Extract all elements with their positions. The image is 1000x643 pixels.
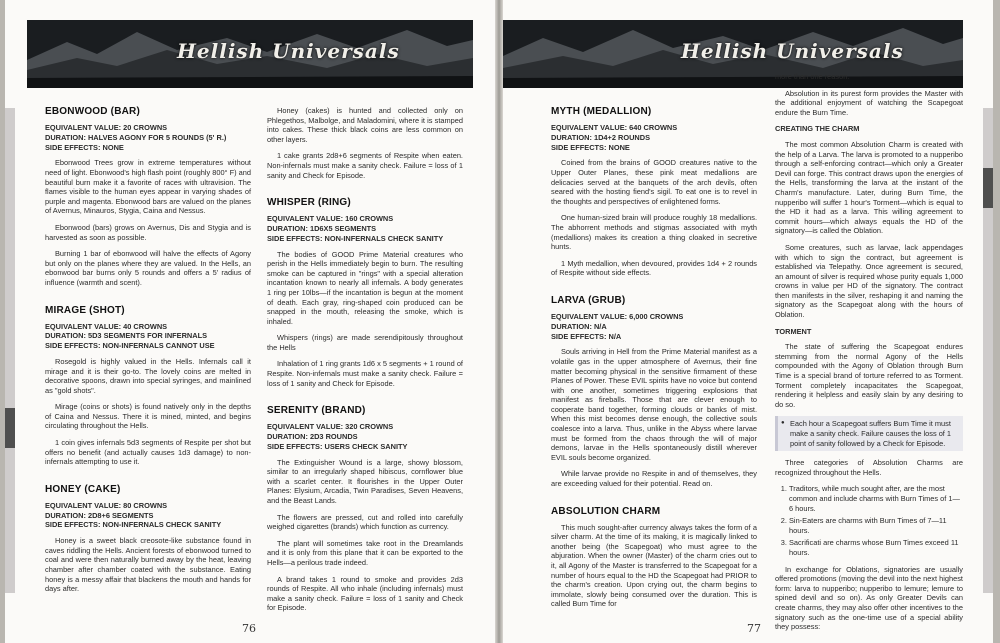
equivalent-value: EQUIVALENT VALUE: 20 CROWNS: [45, 123, 168, 132]
duration: DURATION: 1D4+2 ROUNDS: [551, 132, 651, 142]
subsection-title-torment: TORMENT: [775, 326, 812, 336]
sanity-callout: ● Each hour a Scapegoat suffers Burn Time it must make a sanity check. Failure causes the loss of 1 point of sanity followed by a Check for Episode.: [775, 416, 963, 451]
stat-block-mirage: [45, 322, 251, 351]
section-title-absolution: ABSOLUTION CHARM: [551, 505, 661, 517]
paragraph: Honey is a sweet black creosote-like substance found in caves riddling the Hells. Ancient forests of ebonwood turned to coal and were then naturally burned away by the heat, leaving chamber after chamber coated with the substance. Eating honey is a messy affair that blackens the mouth and hands for days after.: [45, 536, 251, 594]
page-header-title: Hellish Universals: [177, 39, 400, 63]
right-column-2: [775, 72, 963, 639]
paragraph: One human-sized brain will produce roughly 18 medallions. The abhorrent methods and stigmas associated with myth (medallions) makes its creation a thing cloaked in secretive hunts.: [551, 213, 757, 252]
equivalent-value: EQUIVALENT VALUE: 40 CROWNS: [45, 321, 168, 331]
paragraph: The state of suffering the Scapegoat endures stemming from the normal Agony of the Hells compounded with the Agony of Oblation through Burn Time is a special brand of torture referred to as Torment. Torment completely incapacitates the Scapegoat, rendering it helpless and easily slain by any desiring to do so.: [775, 342, 963, 409]
paragraph: The bodies of GOOD Prime Material creatures who perish in the Hells immediately begin to burn. The resulting smoke can be captured in "rings" with a special alteration incantation known to nearly all infernals. A body generates 1 ring per 10lbs—if the incantation is begun at the moment of death. Each gray, ring-shaped coin produced can be snapped in the mouth, releasing the smoke, which is inhaled.: [267, 249, 463, 326]
stat-block-honey: [45, 501, 251, 530]
duration: DURATION: 5D3 SEGMENTS FOR INFERNALS: [45, 331, 208, 341]
paragraph: A brand takes 1 round to smoke and provides 2d3 rounds of Respite. All who inhale (including infernals) must make a sanity check. Failure = loss of 1 sanity and Check for Episode.: [267, 574, 463, 613]
subsection-title-creating: CREATING THE CHARM: [775, 124, 860, 134]
side-effects: SIDE EFFECTS: NON-INFERNALS CHECK SANITY: [45, 520, 222, 530]
list-item: 3. Sacrificati are charms whose Burn Times exceed 11 hours.: [789, 538, 963, 557]
chapter-marker: [5, 408, 15, 448]
stat-block-whisper: [267, 214, 463, 243]
paragraph: Absolution in its purest form provides the Master with the additional enjoyment of watching the Scapegoat endure the Burn Time.: [775, 88, 963, 117]
side-effects: SIDE EFFECTS: NONE: [45, 142, 124, 152]
section-title-larva: LARVA (GRUB): [551, 294, 626, 306]
side-effects: SIDE EFFECTS: NONE: [551, 142, 630, 152]
paragraph: Honey (cakes) is hunted and collected only on Phlegethos, Malbolge, and Maladomini, where it is stamped into cakes. These thick black coins are less common on other layers.: [267, 106, 463, 144]
duration: DURATION: 2D8+6 SEGMENTS: [45, 510, 154, 520]
left-column-1: [45, 106, 251, 601]
section-title-myth: MYTH (MEDALLION): [551, 106, 652, 117]
paragraph: The Extinguisher Wound is a large, showy blossom, similar to an irregularly shaped hibiscus, cornflower blue with a scarlet center. It flourishes in the Upper Outer Planes: Elysium, Arcadia, Twin Paradises, Seven Heavens, and the Beast Lands.: [267, 457, 463, 506]
paragraph: Whispers (rings) are made serendipitously throughout the Hells: [267, 333, 463, 352]
section-title-whisper: WHISPER (RING): [267, 197, 351, 209]
side-effects: SIDE EFFECTS: USERS CHECK SANITY: [267, 441, 408, 451]
paragraph: more than one reason.: [775, 72, 850, 81]
stat-block-ebonwood: [45, 123, 251, 152]
duration: DURATION: 1D6X5 SEGMENTS: [267, 223, 377, 233]
paragraph: The flowers are pressed, cut and rolled into carefully weighed cigarettes (brands) which function as currency.: [267, 512, 463, 532]
paragraph: Rosegold is highly valued in the Hells. Infernals call it mirage and it is their go-to. The lovely coins are melted in decorative spoons, drawn into special syringes, and mainlined as "gold shots".: [45, 356, 251, 395]
equivalent-value: EQUIVALENT VALUE: 160 CROWNS: [267, 214, 394, 224]
paragraph: While larvae provide no Respite in and of themselves, they are exceeding valued for their potential. Read on.: [551, 469, 757, 489]
left-column-2: [267, 106, 463, 620]
page-number: 76: [242, 622, 256, 635]
section-title-ebonwood: EBONWOOD (BAR): [45, 106, 141, 117]
side-effects: SIDE EFFECTS: NON-INFERNALS CANNOT USE: [45, 341, 215, 351]
paragraph: Ebonwood (bars) grows on Avernus, Dis and Stygia and is harvested as soon as possible.: [45, 222, 251, 242]
duration: DURATION: HALVES AGONY FOR 5 ROUNDS (5' R.): [45, 132, 227, 142]
paragraph: Some creatures, such as larvae, lack appendages with which to sign the contract, but agreement is established via Telepathy. Once agreement is secured, an amount of silver is required whose purity equals 1,000 crowns in value per HD of the signatory. The contract then manifests in the silver, reshaping it and naming the signatory as the Scapegoat along with the hours of Oblation.: [775, 242, 963, 320]
book-spine: [495, 0, 503, 643]
equivalent-value: EQUIVALENT VALUE: 640 CROWNS: [551, 123, 678, 132]
duration: DURATION: N/A: [551, 321, 607, 331]
charm-categories-list: [789, 484, 963, 557]
page-edge-tab: [983, 108, 993, 593]
left-header-banner: [27, 20, 473, 88]
paragraph: This much sought-after currency always takes the form of a silver charm. At the time of its making, it is magically linked to another being (the Scapegoat) who must agree to the abjuration. When the owner (Master) of the charm cries out to it, all Agony of the Master is transferred to the Scapegoat for a number of hours equal to the HD the Scapegoat had PRIOR to the charm's creation. Upon crying out, the charm begins to immolate, slowly being consumed over the duration. This is called Burn Time for: [551, 522, 757, 609]
section-title-honey: HONEY (CAKE): [45, 483, 121, 495]
paragraph: The most common Absolution Charm is created with the help of a Larva. The larva is promoted to a nupperibo through a self-enforcing contract—which only a Greater Devil can forge. This contract draws upon the energies of the Hells, transforming the larva at the instant of the Charm's manufacture. Later, during Burn Time, the nupperibo will suffer 1 hour's Torment—which is equal to the HD it had as a larva. This willing agreement to commit hours—which always equals the HD of the signatory—is called the Oblation.: [775, 139, 963, 236]
paragraph: The plant will sometimes take root in the Dreamlands and it is only from this plane that it can be exported to the Hells—a perilous trade indeed.: [267, 538, 463, 567]
left-page: [5, 0, 495, 643]
equivalent-value: EQUIVALENT VALUE: 6,000 CROWNS: [551, 311, 684, 321]
side-effects: SIDE EFFECTS: N/A: [551, 331, 622, 341]
right-column-1: [551, 106, 757, 616]
page-number: 77: [747, 622, 761, 635]
paragraph: Souls arriving in Hell from the Prime Material manifest as a volatile gas in the upper atmosphere of Avernus, their fine matter becoming physical in the sensitive firmament of these Planes of Power. These EVIL spirits have no voice but contend with one another, sometimes triggering explosions that manifest as fireballs. Those that are clever enough to cooperate band together, forming clouds or banks of mist. When this mist becomes dense enough, the collective souls coalesce into a larva. Thus, unlike in the Abyss where larvae must be formed from the chaos through the will of major demons, larvae in the Hells spontaneously distill wherever EVIL souls become organized.: [551, 347, 757, 462]
page-header-title: Hellish Universals: [681, 39, 904, 63]
equivalent-value: EQUIVALENT VALUE: 80 CROWNS: [45, 500, 168, 510]
paragraph: Three categories of Absolution Charms are recognized throughout the Hells.: [775, 458, 963, 477]
chapter-marker: [983, 168, 993, 208]
stat-block-larva: [551, 312, 757, 341]
duration: DURATION: 2D3 ROUNDS: [267, 432, 358, 442]
paragraph: 1 Myth medallion, when devoured, provides 1d4 + 2 rounds of Respite without side effects.: [551, 258, 757, 278]
paragraph: Mirage (coins or shots) is found natively only in the depths of Caina and Nessus. There it is mined, minted, and begins circulating throughout the Hells.: [45, 402, 251, 431]
page-edge-tab: [5, 108, 15, 593]
paragraph: In exchange for Oblations, signatories are usually offered promotions (moving the devil into the next highest form: larva to nupperibo; nupperibo to lemure; lemure to spined devil and so on). As only Greater Devils can create charms, they may also offer other incentives to the signatory such as the one-time use of a special ability they possess:: [775, 564, 963, 632]
paragraph: Inhalation of 1 ring grants 1d6 x 5 segments + 1 round of Respite. Non-infernals must make a sanity check. Failure = loss of 1 sanity and Check for Episode.: [267, 359, 463, 388]
paragraph: 1 cake grants 2d8+6 segments of Respite when eaten. Non-infernals must make a sanity check. Failure = loss of 1 sanity and Check for Episode.: [267, 151, 463, 180]
list-item: 1. Traditors, while much sought after, are the most common and include charms with Burn Times of 1—6 hours.: [789, 484, 963, 513]
side-effects: SIDE EFFECTS: NON-INFERNALS CHECK SANITY: [267, 233, 444, 243]
stat-block-myth: [551, 123, 757, 152]
paragraph: 1 coin gives infernals 5d3 segments of Respite per shot but offers no benefit (and actually causes 1d3 damage) to non-infernals attempting to use it.: [45, 438, 251, 467]
paragraph: Ebonwood Trees grow in extreme temperatures without need of light. Ebonwood's high flash point (roughly 800° F) and beautiful burn make it a favorite of races with ultravision. The flames visible to the human eyes appear in varying shades of purple and magenta. Ebonwood bars are valued on the planes of Avernus, Minauros, Stygia, Caina and Nessus.: [45, 158, 251, 216]
stat-block-serenity: [267, 422, 463, 451]
right-page: [503, 0, 993, 643]
list-item: 2. Sin-Eaters are charms with Burn Times of 7—11 hours.: [789, 516, 963, 535]
section-title-serenity: SERENITY (BRAND): [267, 405, 366, 417]
paragraph: Coined from the brains of GOOD creatures native to the Upper Outer Planes, these pink meat medallions are delicacies served at the banquets of the arch devils, often seared with the hosting fiend's sigil. To eat one is to revel in the thoughts and perspectives of enlightened forms.: [551, 158, 757, 206]
section-title-mirage: MIRAGE (SHOT): [45, 304, 125, 316]
paragraph: Burning 1 bar of ebonwood will halve the effects of Agony but only on the planes where they are valued. In the Hells, an ebonwood bar burns only 5 rounds and offers a 5' radius of influence (warmth and scent).: [45, 249, 251, 287]
equivalent-value: EQUIVALENT VALUE: 320 CROWNS: [267, 422, 394, 432]
